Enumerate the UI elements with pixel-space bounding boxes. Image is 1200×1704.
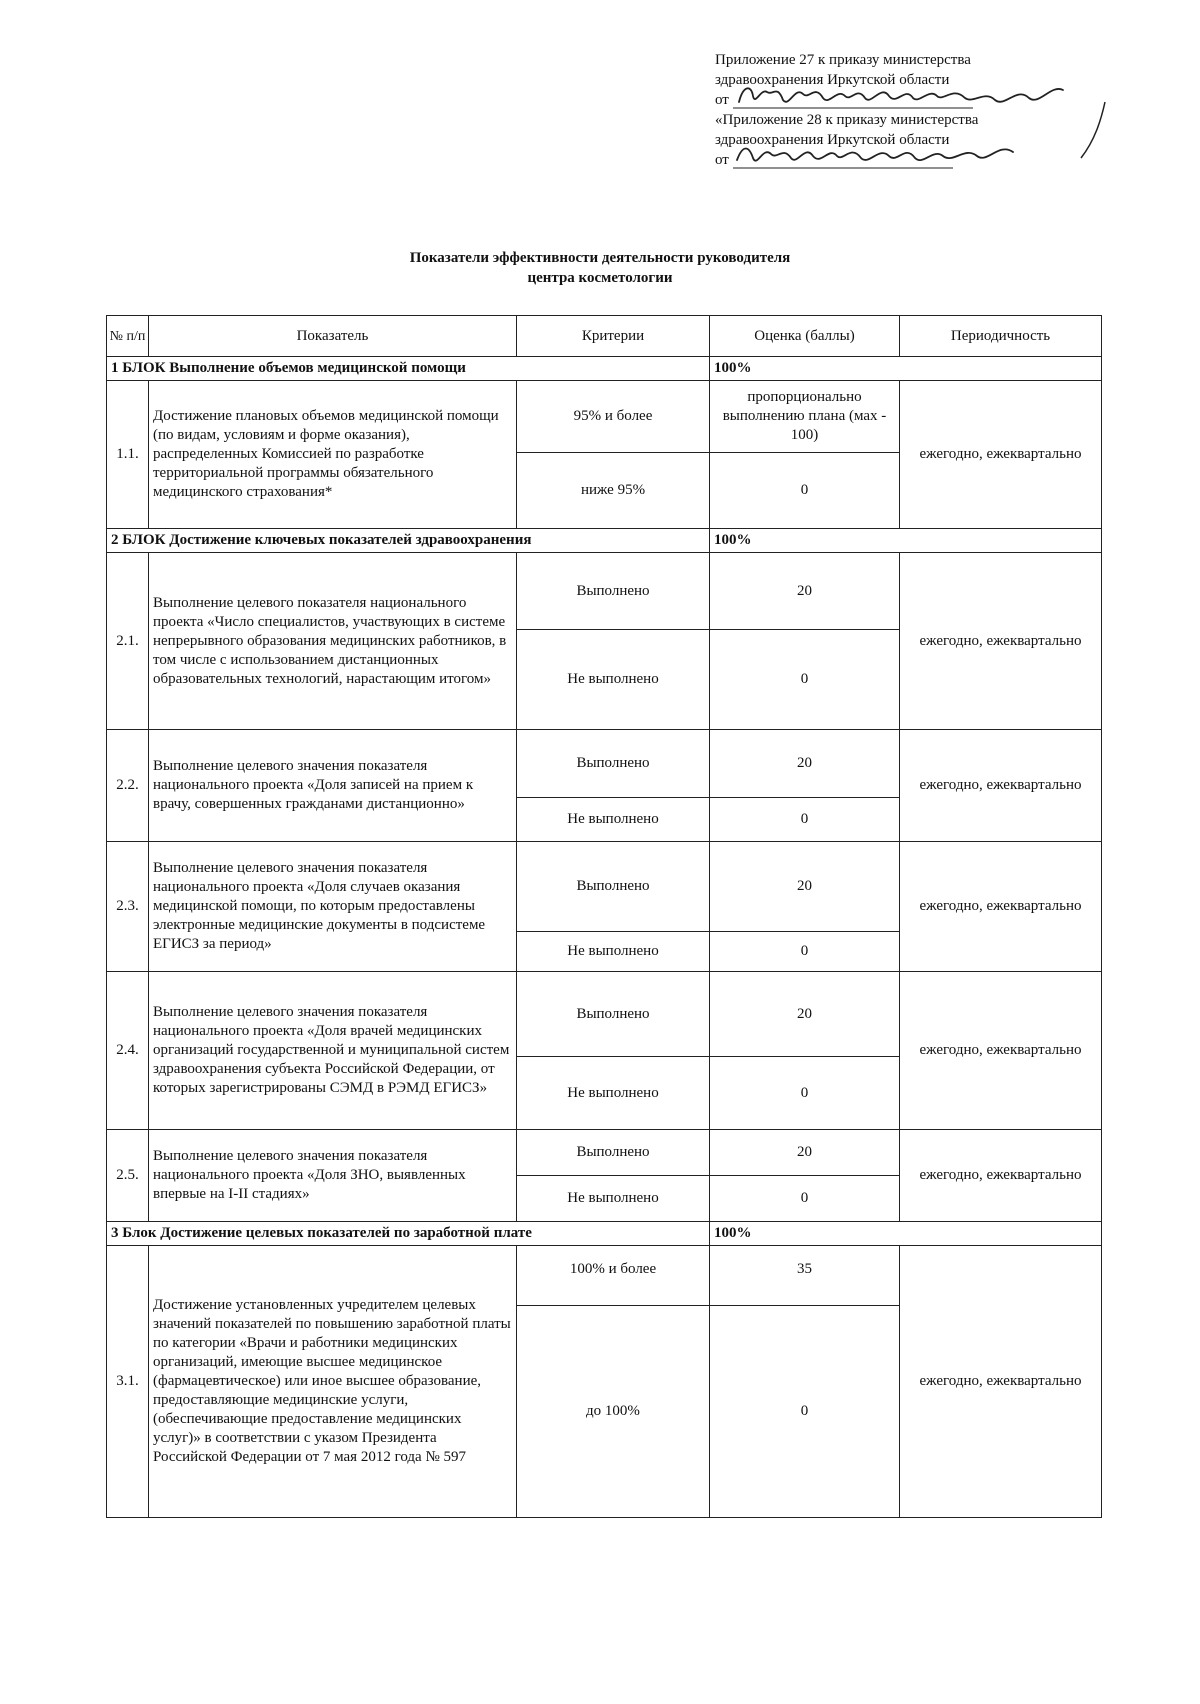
table-row-3-1-a bbox=[107, 1246, 1102, 1306]
table-row-2-3-a bbox=[107, 842, 1102, 932]
row-2-1-num: 2.1. bbox=[107, 553, 149, 730]
document-title-line-1: Показатели эффективности деятельности руководителя bbox=[409, 250, 791, 266]
row-1-1-criterion-1: 95% и более bbox=[517, 381, 710, 453]
row-2-2-criterion-1: Выполнено bbox=[517, 730, 710, 798]
table-row-2-4-a bbox=[107, 972, 1102, 1057]
block-2-title: 2 БЛОК Достижение ключевых показателей здравоохранения bbox=[107, 529, 710, 553]
block-1-weight: 100% bbox=[710, 357, 1102, 381]
block-1-title: 1 БЛОК Выполнение объемов медицинской помощи bbox=[107, 357, 710, 381]
row-2-4-score-1: 20 bbox=[710, 972, 900, 1057]
row-2-4-score-2: 0 bbox=[710, 1057, 900, 1130]
row-1-1-period: ежегодно, ежеквартально bbox=[900, 381, 1102, 529]
header-score: Оценка (баллы) bbox=[710, 316, 900, 357]
row-3-1-score-2: 0 bbox=[710, 1306, 900, 1518]
row-3-1-criterion-2: до 100% bbox=[517, 1306, 710, 1518]
row-1-1-criterion-2: ниже 95% bbox=[517, 453, 710, 529]
row-2-1-period: ежегодно, ежеквартально bbox=[900, 553, 1102, 730]
row-2-5-num: 2.5. bbox=[107, 1130, 149, 1222]
attachment-line-4: «Приложение 28 к приказу министерства bbox=[715, 112, 979, 128]
row-2-3-score-2: 0 bbox=[710, 932, 900, 972]
row-2-5-score-1: 20 bbox=[710, 1130, 900, 1176]
date-prefix-1: от bbox=[715, 92, 729, 108]
row-2-5-criterion-1: Выполнено bbox=[517, 1130, 710, 1176]
block-2-row bbox=[107, 529, 1102, 553]
row-2-2-period: ежегодно, ежеквартально bbox=[900, 730, 1102, 842]
date-prefix-2: от bbox=[715, 152, 729, 168]
table-row-1-1-a bbox=[107, 381, 1102, 453]
row-2-3-period: ежегодно, ежеквартально bbox=[900, 842, 1102, 972]
row-2-2-score-1: 20 bbox=[710, 730, 900, 798]
block-3-weight: 100% bbox=[710, 1222, 1102, 1246]
row-2-1-criterion-2: Не выполнено bbox=[517, 630, 710, 730]
indicators-table bbox=[106, 315, 1102, 1518]
attachment-line-1: Приложение 27 к приказу министерства bbox=[715, 52, 971, 68]
table-row-2-2-a bbox=[107, 730, 1102, 798]
row-1-1-score-2: 0 bbox=[710, 453, 900, 529]
header-criteria: Критерии bbox=[517, 316, 710, 357]
row-2-3-criterion-1: Выполнено bbox=[517, 842, 710, 932]
row-3-1-indicator: Достижение установленных учредителем целевых значений показателей по повышению заработной платы по категории «Врачи и работники медицинских организаций, имеющие высшее медицинское (фармацевтическое) или иное высшее образование, предоставляющие медицинские услуги, (обеспечивающие предоставление медицинских услуг)» в соответствии с указом Президента Российской Федерации от 7 мая 2012 года № 597 bbox=[149, 1246, 517, 1518]
row-2-5-criterion-2: Не выполнено bbox=[517, 1176, 710, 1222]
bracket-mark bbox=[1075, 100, 1115, 160]
block-3-title: 3 Блок Достижение целевых показателей по заработной плате bbox=[107, 1222, 710, 1246]
header-indicator: Показатель bbox=[149, 316, 517, 357]
handwritten-signature-2 bbox=[733, 138, 1033, 172]
attachment-date-line-2 bbox=[715, 150, 1115, 170]
row-1-1-indicator: Достижение плановых объемов медицинской помощи (по видам, условиям и форме оказания), распределенных Комиссией по разработке территориальной программы обязательного медицинского страхования* bbox=[149, 381, 517, 529]
block-3-row bbox=[107, 1222, 1102, 1246]
block-1-row bbox=[107, 357, 1102, 381]
row-1-1-score-1: пропорционально выполнению плана (мах - 100) bbox=[710, 381, 900, 453]
row-2-5-period: ежегодно, ежеквартально bbox=[900, 1130, 1102, 1222]
document-title bbox=[0, 248, 1200, 288]
row-3-1-score-1: 35 bbox=[710, 1246, 900, 1306]
row-2-4-indicator: Выполнение целевого значения показателя национального проекта «Доля врачей медицинских организаций государственной и муниципальной систем здравоохранения субъекта Российской Федерации, от которых зарегистрированы СЭМД в РЭМД ЕГИСЗ» bbox=[149, 972, 517, 1130]
row-2-3-score-1: 20 bbox=[710, 842, 900, 932]
table-row-2-5-a bbox=[107, 1130, 1102, 1176]
document-title-line-2: центра косметологии bbox=[527, 270, 673, 286]
row-2-1-indicator: Выполнение целевого показателя национального проекта «Число специалистов, участвующих в системе непрерывного образования медицинских работников, в том числе с использованием дистанционных образовательных технологий, нарастающим итогом» bbox=[149, 553, 517, 730]
row-2-5-indicator: Выполнение целевого значения показателя национального проекта «Доля ЗНО, выявленных впервые на I-II стадиях» bbox=[149, 1130, 517, 1222]
row-2-2-score-2: 0 bbox=[710, 798, 900, 842]
row-2-4-period: ежегодно, ежеквартально bbox=[900, 972, 1102, 1130]
row-3-1-period: ежегодно, ежеквартально bbox=[900, 1246, 1102, 1518]
row-3-1-criterion-1: 100% и более bbox=[517, 1246, 710, 1306]
table-header-row bbox=[107, 316, 1102, 357]
row-1-1-num: 1.1. bbox=[107, 381, 149, 529]
row-2-1-criterion-1: Выполнено bbox=[517, 553, 710, 630]
attachment-date-line-1 bbox=[715, 90, 1115, 110]
header-period: Периодичность bbox=[900, 316, 1102, 357]
row-2-1-score-1: 20 bbox=[710, 553, 900, 630]
attachment-line-5: здравоохранения Иркутской области bbox=[715, 132, 950, 148]
attachment-line-2: здравоохранения Иркутской области bbox=[715, 72, 950, 88]
table-row-2-1-a bbox=[107, 553, 1102, 630]
header-num: № п/п bbox=[107, 316, 149, 357]
row-2-3-criterion-2: Не выполнено bbox=[517, 932, 710, 972]
row-2-5-score-2: 0 bbox=[710, 1176, 900, 1222]
row-2-2-num: 2.2. bbox=[107, 730, 149, 842]
attachment-note bbox=[715, 50, 1115, 170]
row-2-4-num: 2.4. bbox=[107, 972, 149, 1130]
row-2-3-indicator: Выполнение целевого значения показателя национального проекта «Доля случаев оказания медицинской помощи, по которым предоставлены электронные медицинские документы в подсистеме ЕГИСЗ за период» bbox=[149, 842, 517, 972]
row-2-3-num: 2.3. bbox=[107, 842, 149, 972]
row-3-1-num: 3.1. bbox=[107, 1246, 149, 1518]
row-2-4-criterion-1: Выполнено bbox=[517, 972, 710, 1057]
block-2-weight: 100% bbox=[710, 529, 1102, 553]
row-2-2-indicator: Выполнение целевого значения показателя национального проекта «Доля записей на прием к врачу, совершенных гражданами дистанционно» bbox=[149, 730, 517, 842]
row-2-4-criterion-2: Не выполнено bbox=[517, 1057, 710, 1130]
row-2-1-score-2: 0 bbox=[710, 630, 900, 730]
handwritten-signature-1 bbox=[733, 78, 1073, 112]
row-2-2-criterion-2: Не выполнено bbox=[517, 798, 710, 842]
